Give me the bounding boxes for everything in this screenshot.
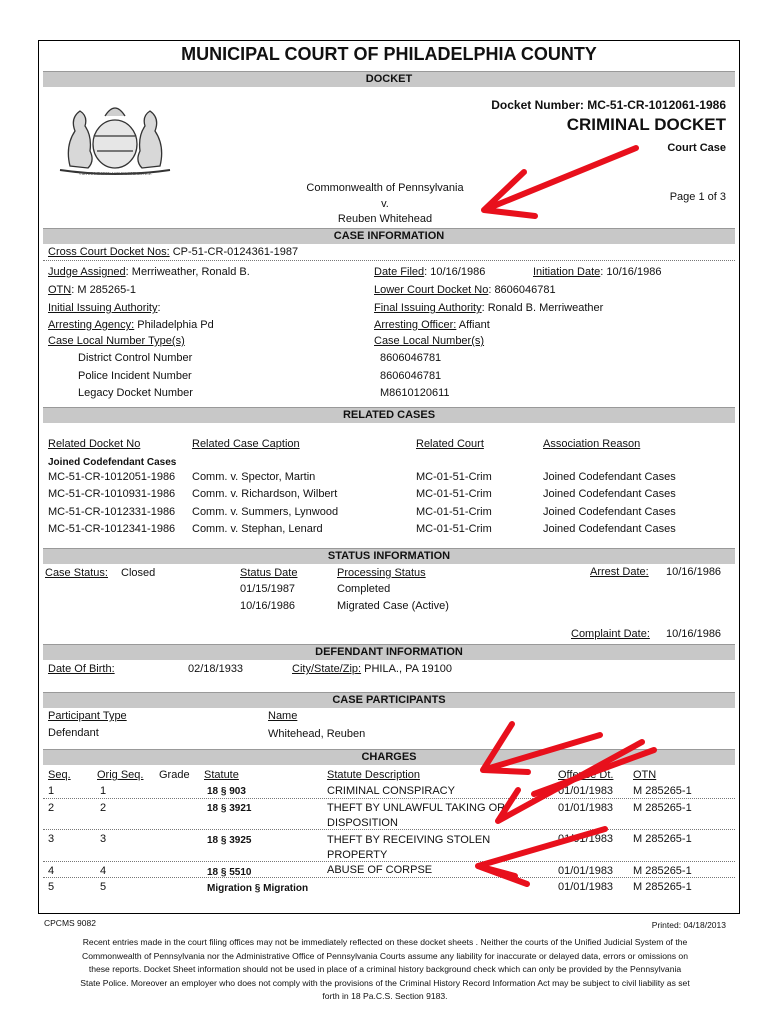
judge-label: Judge Assigned	[48, 266, 126, 278]
related-caption: Comm. v. Richardson, Wilbert	[192, 488, 338, 500]
arresting-officer-label: Arresting Officer:	[374, 319, 457, 331]
related-docket: MC-51-CR-1012341-1986	[48, 523, 176, 535]
charge-description-cont: PROPERTY	[327, 849, 388, 861]
charge-orig-seq: 1	[100, 785, 107, 797]
final-authority-value: : Ronald B. Merriweather	[481, 302, 604, 314]
charge-offense-date: 01/01/1983	[558, 802, 614, 814]
final-authority-label: Final Issuing Authority	[374, 302, 482, 314]
page-indicator: Page 1 of 3	[669, 191, 726, 203]
status-date: 01/15/1987	[240, 583, 296, 595]
related-court: MC-01-51-Crim	[416, 506, 492, 518]
charge-description: THEFT BY RECEIVING STOLEN	[327, 834, 491, 846]
local-number: 8606046781	[380, 370, 442, 382]
otn-value: : M 285265-1	[71, 284, 137, 296]
caption-line-2: v.	[381, 198, 389, 210]
cross-court-label: Cross Court Docket Nos:	[48, 246, 170, 258]
related-court: MC-01-51-Crim	[416, 471, 492, 483]
caption-line-1: Commonwealth of Pennsylvania	[306, 182, 464, 194]
form-code: CPCMS 9082	[44, 918, 96, 928]
charge-statute: 18 § 3925	[207, 835, 252, 846]
related-court: MC-01-51-Crim	[416, 488, 492, 500]
local-number-header: Case Local Number(s)	[374, 335, 485, 347]
local-number: 8606046781	[380, 352, 442, 364]
local-type: Police Incident Number	[78, 370, 192, 382]
charge-statute: 18 § 903	[207, 786, 246, 797]
arresting-agency-label: Arresting Agency:	[48, 319, 135, 331]
charge-header-otn: OTN	[633, 769, 657, 781]
date-filed-value: : 10/16/1986	[424, 266, 486, 278]
local-type: District Control Number	[78, 352, 193, 364]
related-header-docket: Related Docket No	[48, 438, 141, 450]
court-title: MUNICIPAL COURT OF PHILADELPHIA COUNTY	[181, 44, 597, 64]
case-kind: Court Case	[667, 142, 726, 154]
docket-number: Docket Number: MC-51-CR-1012061-1986	[491, 98, 726, 112]
processing-status: Completed	[337, 583, 391, 595]
related-caption: Comm. v. Stephan, Lenard	[192, 523, 323, 535]
charge-offense-date: 01/01/1983	[558, 785, 614, 797]
complaint-date-value: 10/16/1986	[666, 628, 722, 640]
charge-otn: M 285265-1	[633, 802, 692, 814]
local-number: M8610120611	[380, 387, 450, 399]
related-docket: MC-51-CR-1012051-1986	[48, 471, 176, 483]
charge-statute: Migration § Migration	[207, 883, 309, 894]
charge-header-offense-date: Offense Dt.	[558, 769, 614, 781]
lower-court-label: Lower Court Docket No	[374, 284, 489, 296]
status-date-header: Status Date	[240, 567, 298, 579]
related-reason: Joined Codefendant Cases	[543, 523, 676, 535]
arrest-date-value: 10/16/1986	[666, 566, 722, 578]
case-info-bar: CASE INFORMATION	[43, 228, 735, 244]
charge-otn: M 285265-1	[633, 785, 692, 797]
charge-header-seq: Seq.	[48, 769, 71, 781]
charge-seq: 3	[48, 833, 55, 845]
dob-label: Date Of Birth:	[48, 663, 115, 675]
arresting-officer-value: Affiant	[458, 319, 490, 331]
case-status-label: Case Status:	[45, 567, 108, 579]
local-type: Legacy Docket Number	[78, 387, 193, 399]
related-header-reason: Association Reason	[543, 438, 641, 450]
charge-otn: M 285265-1	[633, 881, 692, 893]
city-state-zip-label: City/State/Zip:	[292, 663, 362, 675]
cross-court-value: CP-51-CR-0124361-1987	[172, 246, 299, 258]
participants-bar: CASE PARTICIPANTS	[43, 692, 735, 708]
printed-date: Printed: 04/18/2013	[651, 920, 726, 930]
charge-orig-seq: 4	[100, 865, 107, 877]
charge-description: ABUSE OF CORPSE	[327, 864, 433, 876]
related-header-caption: Related Case Caption	[192, 438, 300, 450]
initiation-value: : 10/16/1986	[600, 266, 662, 278]
charge-orig-seq: 2	[100, 802, 107, 814]
charge-seq: 1	[48, 785, 55, 797]
charge-offense-date: 01/01/1983	[558, 865, 614, 877]
docket-type: CRIMINAL DOCKET	[566, 115, 726, 134]
case-status-value: Closed	[121, 567, 156, 579]
related-group-title: Joined Codefendant Cases	[48, 457, 177, 468]
docket-bar: DOCKET	[43, 71, 735, 87]
status-date: 10/16/1986	[240, 600, 296, 612]
arrow-charge-1	[483, 724, 600, 772]
charge-seq: 5	[48, 881, 55, 893]
charge-statute: 18 § 3921	[207, 803, 252, 814]
disclaimer: Recent entries made in the court filing offices may not be immediately reflected on these docket sheets . Neither the courts of the Unified Judicial System of the Commonwealth of Pennsylvania nor the Administrative Office of Pennsylvania Courts assume any liability for inaccurate or delayed data, errors or omissions on these reports. Docket Sheet information should not be used in place of a criminal history background check which can only be provided by the Pennsylvania State Police. Moreover an employer who does not comply with the provisions of the Criminal History Record Information Act may be subject to civil liability as set forth in 18 Pa.C.S. Section 9183.	[80, 937, 690, 1002]
charge-header-description: Statute Description	[327, 769, 420, 781]
complaint-date-label: Complaint Date:	[571, 628, 650, 640]
arrow-caption	[484, 148, 636, 216]
arrow-charge-4	[478, 829, 605, 884]
status-bar: STATUS INFORMATION	[43, 548, 735, 564]
charges-bar: CHARGES	[43, 749, 735, 765]
processing-status-header: Processing Status	[337, 567, 426, 579]
participant-name: Whitehead, Reuben	[268, 728, 366, 740]
lower-court-value: : 8606046781	[488, 284, 556, 296]
dob-value: 02/18/1933	[188, 663, 244, 675]
processing-status: Migrated Case (Active)	[337, 600, 449, 612]
related-docket: MC-51-CR-1012331-1986	[48, 506, 176, 518]
participant-type-header: Participant Type	[48, 710, 127, 722]
charge-statute: 18 § 5510	[207, 867, 252, 878]
related-reason: Joined Codefendant Cases	[543, 488, 676, 500]
initial-authority-label: Initial Issuing Authority	[48, 302, 158, 314]
charge-seq: 2	[48, 802, 55, 814]
otn-label: OTN	[48, 284, 72, 296]
participant-name-header: Name	[268, 710, 298, 722]
participant-type: Defendant	[48, 727, 99, 739]
arrest-date-label: Arrest Date:	[590, 566, 649, 578]
initial-authority-value: :	[157, 302, 161, 314]
charge-orig-seq: 3	[100, 833, 107, 845]
charge-seq: 4	[48, 865, 55, 877]
charge-offense-date: 01/01/1983	[558, 881, 614, 893]
charge-description: CRIMINAL CONSPIRACY	[327, 785, 455, 797]
caption-line-3: Reuben Whitehead	[337, 213, 433, 225]
charge-description: THEFT BY UNLAWFUL TAKING OR	[327, 802, 506, 814]
related-caption: Comm. v. Summers, Lynwood	[192, 506, 339, 518]
local-type-header: Case Local Number Type(s)	[48, 335, 185, 347]
related-reason: Joined Codefendant Cases	[543, 506, 676, 518]
charge-description-cont: DISPOSITION	[327, 817, 398, 829]
charge-header-statute: Statute	[204, 769, 239, 781]
svg-text:VIRTUE LIBERTY AND INDEPENDENC: VIRTUE LIBERTY AND INDEPENDENCE	[78, 171, 152, 176]
charge-otn: M 285265-1	[633, 833, 692, 845]
initiation-label: Initiation Date	[533, 266, 601, 278]
arresting-agency-value: Philadelphia Pd	[137, 319, 214, 331]
charge-orig-seq: 5	[100, 881, 107, 893]
judge-value: : Merriweather, Ronald B.	[125, 266, 250, 278]
related-reason: Joined Codefendant Cases	[543, 471, 676, 483]
charge-otn: M 285265-1	[633, 865, 692, 877]
related-header-court: Related Court	[416, 438, 484, 450]
defendant-bar: DEFENDANT INFORMATION	[43, 644, 735, 660]
city-state-zip-value: PHILA., PA 19100	[364, 663, 452, 675]
arrow-charge-3	[534, 750, 657, 794]
related-docket: MC-51-CR-1010931-1986	[48, 488, 176, 500]
date-filed-label: Date Filed	[374, 266, 425, 278]
related-caption: Comm. v. Spector, Martin	[192, 471, 316, 483]
charge-header-orig-seq: Orig Seq.	[97, 769, 144, 781]
related-court: MC-01-51-Crim	[416, 523, 492, 535]
charge-header-grade: Grade	[159, 769, 190, 781]
charge-offense-date: 01/01/1983	[558, 833, 614, 845]
related-cases-bar: RELATED CASES	[43, 407, 735, 423]
